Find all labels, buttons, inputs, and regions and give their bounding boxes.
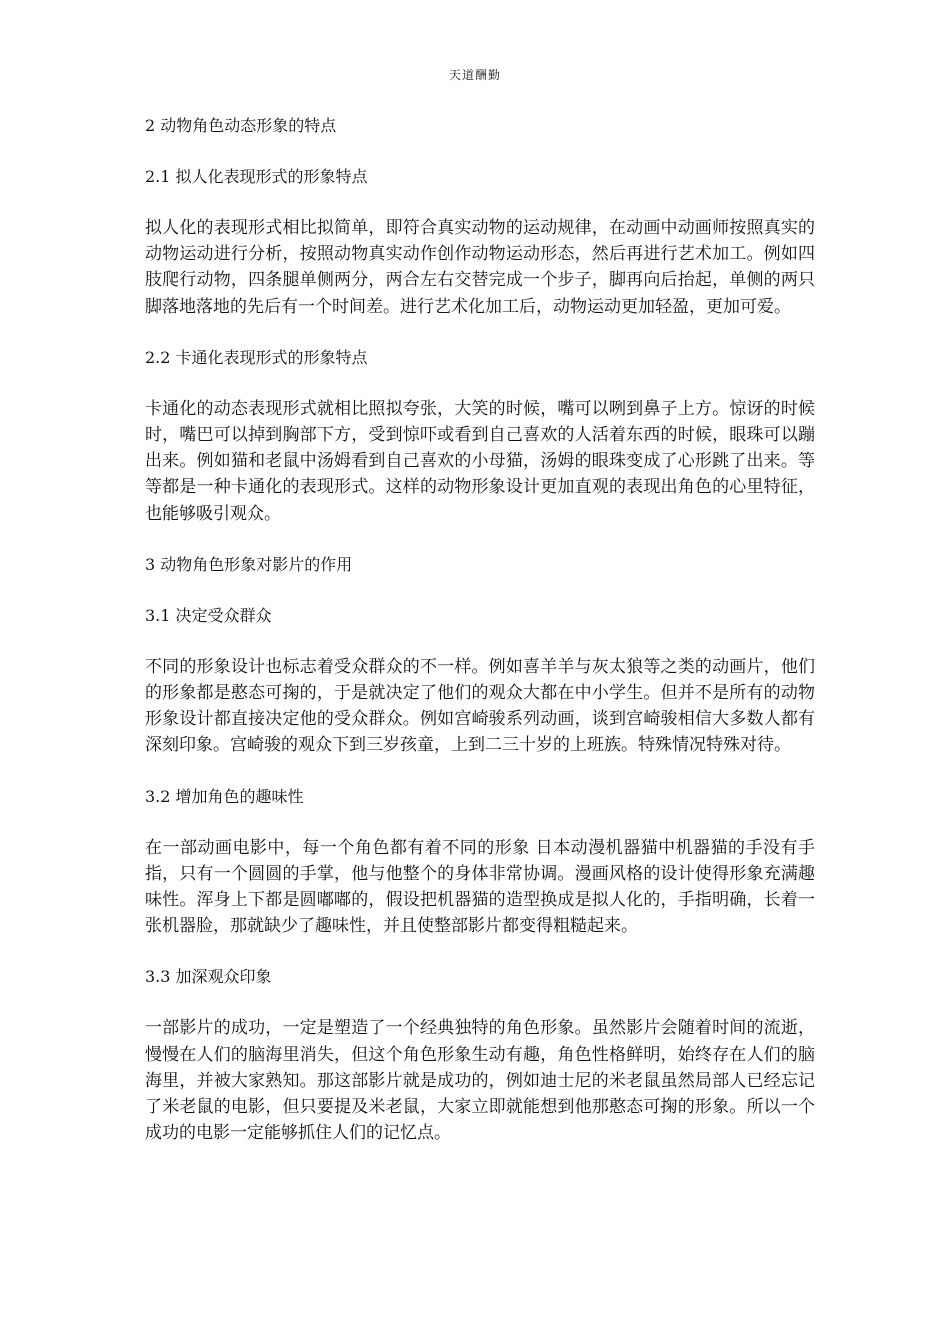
- section-heading-2: 2 动物角色动态形象的特点: [145, 116, 337, 135]
- subsection-heading-3-1: 3.1 决定受众群众: [145, 605, 272, 625]
- subsection-heading-3-3: 3.3 加深观众印象: [145, 967, 272, 987]
- subsection-heading-3-2: 3.2 增加角色的趣味性: [145, 786, 304, 806]
- subsection-heading-2-1: 2.1 拟人化表现形式的形象特点: [145, 167, 368, 186]
- paragraph-2-2: 卡通化的动态表现形式就相比照拟夸张，大笑的时候，嘴可以咧到鼻子上方。惊讶的时候时，嘴巴可以掉到胸部下方，受到惊吓或看到自己喜欢的人活着东西的时候，眼珠可以蹦出来。例如猫和老鼠中汤姆看到自己喜欢的小母猫，汤姆的眼珠变成了心形跳了出来。等等都是一种卡通化的表现形式。这样的动物形象设计更加直观的表现出角色的心里特征，也能够吸引观众。: [145, 398, 815, 524]
- document-body: [145, 113, 815, 1171]
- paragraph-3-1: 不同的形象设计也标志着受众群众的不一样。例如喜羊羊与灰太狼等之类的动画片，他们的形象都是憨态可掬的，于是就决定了他们的观众大都在中小学生。但并不是所有的动物形象设计都直接决定他的受众群众。例如宫崎骏系列动画，谈到宫崎骏相信大多数人都有深刻印象。宫崎骏的观众下到三岁孩童，上到二三十岁的上班族。特殊情况特殊对待。: [145, 656, 815, 756]
- page-header: 天道酬勤: [448, 68, 501, 82]
- paragraph-3-3: 一部影片的成功，一定是塑造了一个经典独特的角色形象。虽然影片会随着时间的流逝，慢慢在人们的脑海里消失，但这个角色形象生动有趣，角色性格鲜明，始终存在人们的脑海里，并被大家熟知。那这部影片就是成功的，例如迪士尼的米老鼠虽然局部人已经忘记了米老鼠的电影，但只要提及米老鼠，大家立即就能想到他那憨态可掬的形象。所以一个成功的电影一定能够抓住人们的记忆点。: [145, 1018, 815, 1144]
- paragraph-2-1: 拟人化的表现形式相比拟简单，即符合真实动物的运动规律，在动画中动画师按照真实的动物运动进行分析，按照动物真实动作创作动物运动形态，然后再进行艺术加工。例如四肢爬行动物，四条腿单侧两分，两合左右交替完成一个步子，脚再向后抬起，单侧的两只脚落地落地的先后有一个时间差。进行艺术化加工后，动物运动更加轻盈，更加可爱。: [145, 218, 815, 317]
- paragraph-3-2: 在一部动画电影中，每一个角色都有着不同的形象 日本动漫机器猫中机器猫的手没有手指，只有一个圆圆的手掌，他与他整个的身体非常协调。漫画风格的设计使得形象充满趣味性。浑身上下都是圆嘟嘟的，假设把机器猫的造型换成是拟人化的，手指明确，长着一张机器脸，那就缺少了趣味性，并且使整部影片都变得粗糙起来。: [145, 837, 815, 937]
- subsection-heading-2-2: 2.2 卡通化表现形式的形象特点: [145, 347, 368, 367]
- section-heading-3: 3 动物角色形象对影片的作用: [145, 554, 353, 574]
